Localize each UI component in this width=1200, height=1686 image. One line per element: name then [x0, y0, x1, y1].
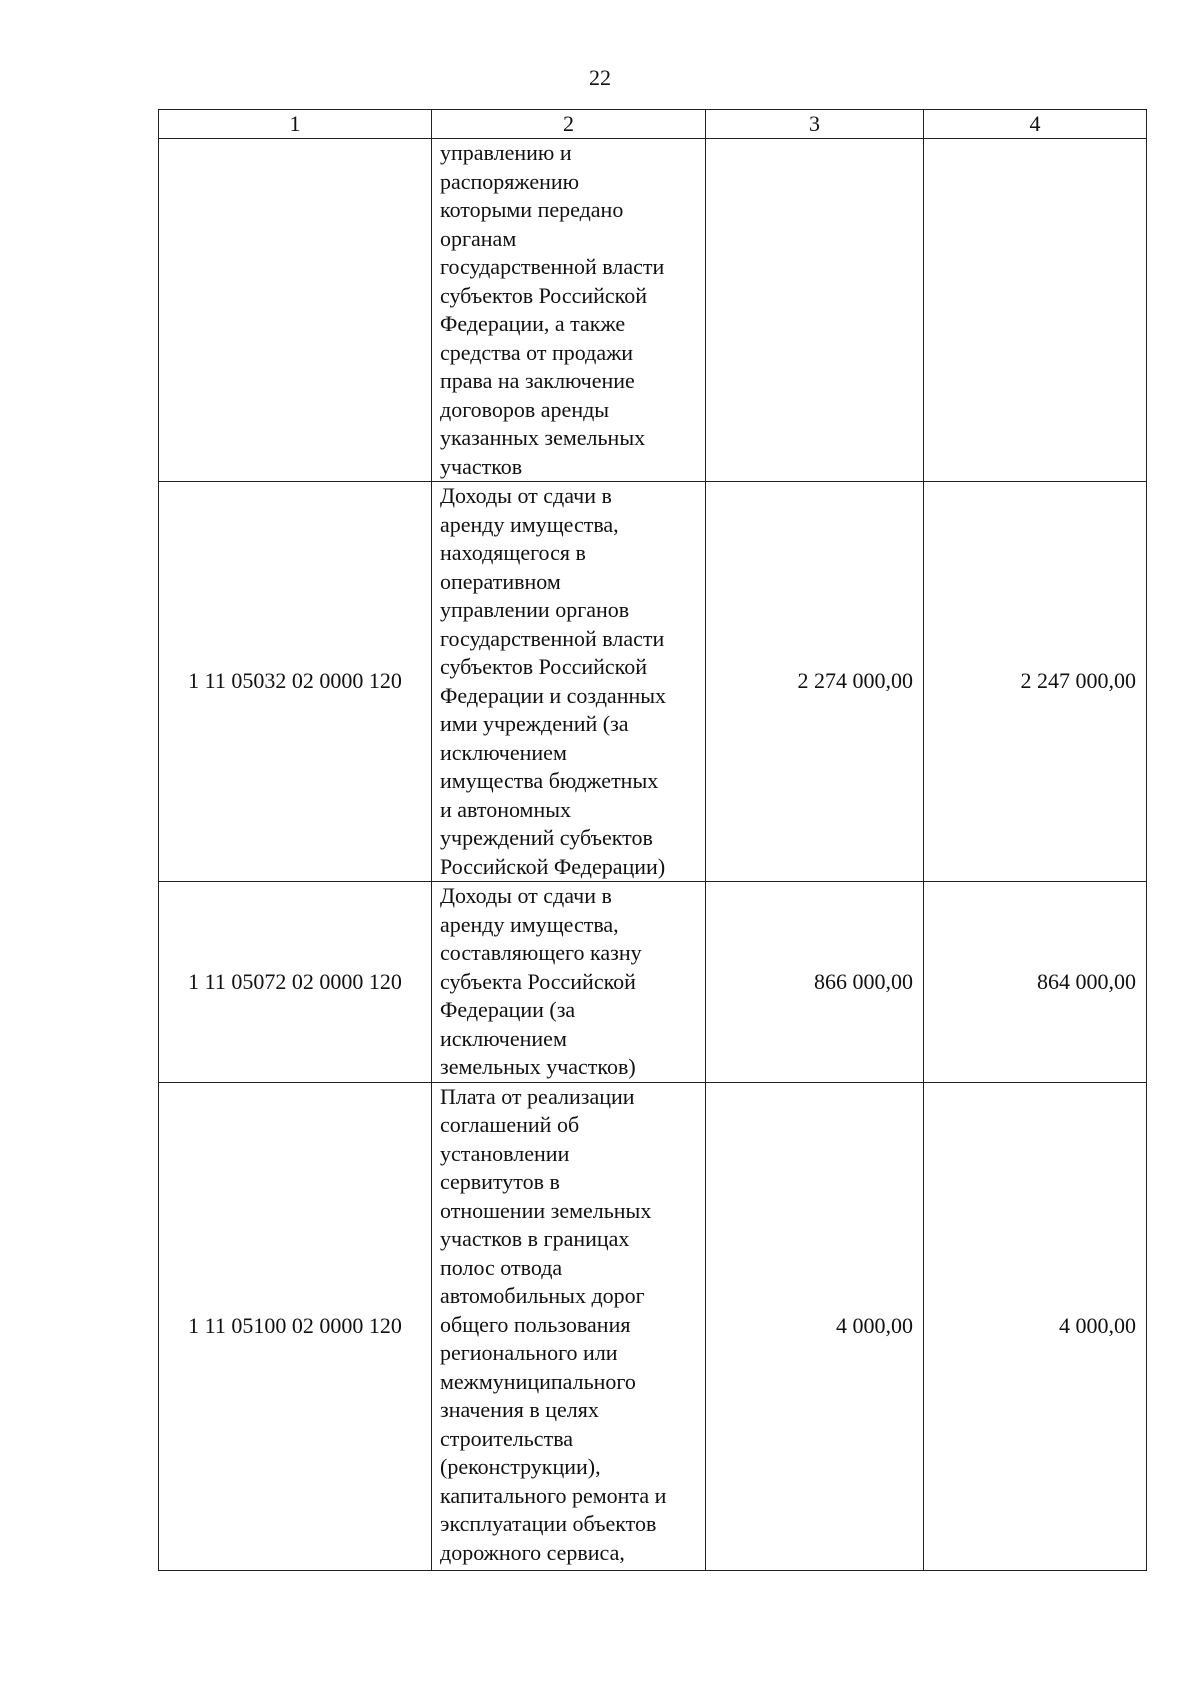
revenue-name-text: Доходы от сдачи в аренду имущества, составляющего казну субъекта Российской Федерации (за исключением земельных участков): [440, 883, 642, 1079]
revenue-code: [159, 139, 432, 482]
revenue-name: [432, 882, 706, 1083]
revenue-table: [158, 109, 1147, 1571]
amount-column-4: 4 000,00: [924, 1082, 1147, 1570]
table-row: [159, 482, 1147, 882]
amount-column-4: 2 247 000,00: [924, 482, 1147, 882]
revenue-name-text: Доходы от сдачи в аренду имущества, находящегося в оперативном управлении органов государственной власти субъектов Российской Федерации и созданных ими учреждений (за исключением имущества бюджетных и автономных учреждений субъектов Российской Федерации): [440, 483, 667, 879]
column-header-2: 2: [432, 110, 706, 139]
revenue-code: 1 11 05032 02 0000 120: [159, 482, 432, 882]
table-row: [159, 882, 1147, 1083]
column-header-4: 4: [924, 110, 1147, 139]
revenue-code: 1 11 05072 02 0000 120: [159, 882, 432, 1083]
amount-column-4: 864 000,00: [924, 882, 1147, 1083]
revenue-name-text: управлению и распоряжению которыми передано органам государственной власти субъектов Российской Федерации, а также средства от продажи права на заключение договоров аренды указанных земельных участков: [440, 140, 665, 479]
revenue-name-text: Плата от реализации соглашений об установлении сервитутов в отношении земельных участков в границах полос отвода автомобильных дорог общего пользования регионального или межмуниципального значения в целях строительства (реконструкции), капитального ремонта и эксплуатации объектов дорожного сервиса,: [440, 1083, 667, 1565]
revenue-code: 1 11 05100 02 0000 120: [159, 1082, 432, 1570]
amount-column-3: 4 000,00: [706, 1082, 924, 1570]
column-header-3: 3: [706, 110, 924, 139]
revenue-name: [432, 482, 706, 882]
revenue-name: [432, 1082, 706, 1570]
revenue-name: [432, 139, 706, 482]
amount-column-3: [706, 139, 924, 482]
amount-column-3: 2 274 000,00: [706, 482, 924, 882]
column-header-1: 1: [159, 110, 432, 139]
table-row: [159, 139, 1147, 482]
amount-column-3: 866 000,00: [706, 882, 924, 1083]
table-header-row: [159, 110, 1147, 139]
table-row: [159, 1082, 1147, 1570]
page-number: 22: [589, 65, 611, 90]
amount-column-4: [924, 139, 1147, 482]
